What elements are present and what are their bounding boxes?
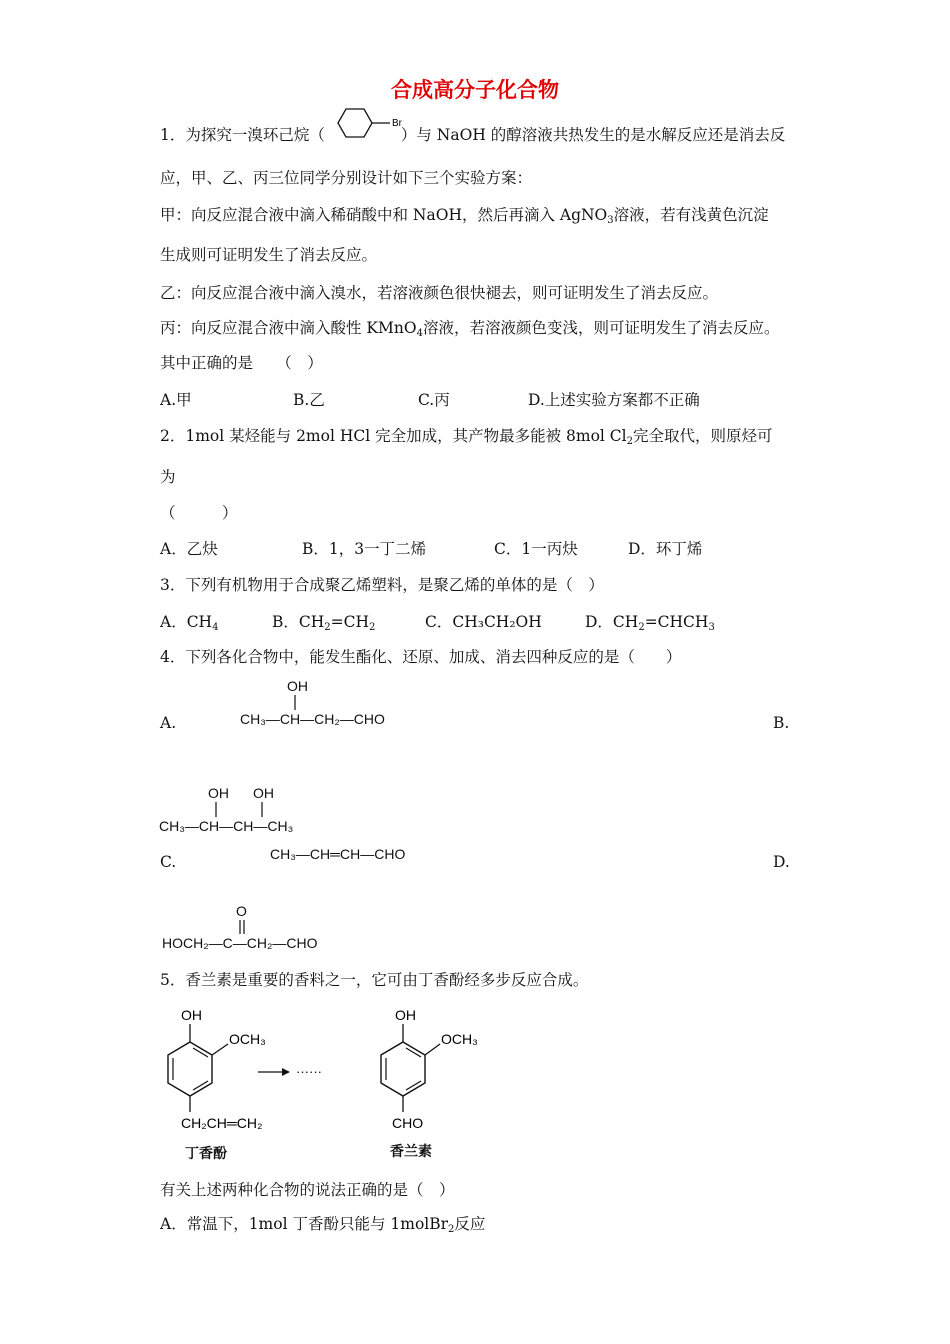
q1-option-d: D.上述实验方案都不正确 <box>528 391 700 409</box>
q2-line2: 为 <box>160 468 176 486</box>
q1-ask: 其中正确的是 （ ） <box>160 354 323 372</box>
q4-label-a: A. <box>160 714 177 732</box>
q4b-oh-bonds <box>210 802 270 818</box>
reaction-arrow <box>258 1064 322 1079</box>
vanillin-structure <box>381 1007 478 1131</box>
q4-label-c: C. <box>160 853 177 871</box>
eugenol-och3-label: OCH₃ <box>229 1031 266 1047</box>
q4-line1: 4．下列各化合物中，能发生酯化、还原、加成、消去四种反应的是（ ） <box>160 648 682 666</box>
q1-line1-a: 1．为探究一溴环己烷（ <box>160 126 325 144</box>
page-title: 合成高分子化合物 <box>391 78 559 102</box>
q2-option-b: B．1，3一丁二烯 <box>302 540 427 558</box>
q1-line1-b: ）与 NaOH 的醇溶液共热发生的是水解反应还是消去反 <box>400 126 786 144</box>
q4a-oh: OH <box>287 678 308 694</box>
q2-option-a: A．乙炔 <box>160 540 218 558</box>
q3-option-c: C．CH₃CH₂OH <box>425 613 542 631</box>
q5-line1: 5．香兰素是重要的香料之一，它可由丁香酚经多步反应合成。 <box>160 971 589 989</box>
reaction-dots: ······ <box>296 1064 322 1079</box>
q3-option-a: A．$CH_4$ <box>160 613 219 633</box>
q2-paren: （ ） <box>160 504 238 522</box>
q1-option-a: A.甲 <box>160 391 192 409</box>
q2-line1: 2．1mol 某烃能与 2mol HCl 完全加成，其产物最多能被 8mol $Cl_2$完全取代，则原烃可 <box>160 427 773 447</box>
q4d-chain: HOCH₂—C—CH₂—CHO <box>162 935 318 951</box>
q1-option-c: C.丙 <box>418 391 450 409</box>
q4a-oh-bond <box>290 695 300 711</box>
eugenol-ring <box>168 1042 212 1096</box>
q5-option-a: A．常温下，1mol 丁香酚只能与 1molBr$_2$反应 <box>160 1215 486 1235</box>
vanillin-ring <box>381 1042 425 1096</box>
q1-line2: 应，甲、乙、丙三位同学分别设计如下三个实验方案： <box>160 169 533 187</box>
br-label: Br <box>392 118 402 129</box>
q1-option-b: B.乙 <box>293 391 325 409</box>
q1-line1 <box>160 120 785 145</box>
q4b-oh1: OH <box>208 785 229 801</box>
q4-label-d: D. <box>773 853 790 871</box>
q4-label-b: B. <box>773 714 790 732</box>
eugenol-oh-label: OH <box>181 1007 202 1023</box>
q3-line1: 3．下列有机物用于合成聚乙烯塑料，是聚乙烯的单体的是（ ） <box>160 576 604 594</box>
bromocyclohexane-structure <box>330 103 410 143</box>
q1-jia-line2: 生成则可证明发生了消去反应。 <box>160 246 378 264</box>
vanillin-oh-label: OH <box>395 1007 416 1023</box>
q4a-chain: CH₃—CH—CH₂—CHO <box>240 711 385 727</box>
q1-bing-line: 丙：向反应混合液中滴入酸性 KMnO$_4$溶液，若溶液颜色变浅，则可证明发生了消去反应。 <box>160 319 780 339</box>
vanillin-och3-label: OCH₃ <box>441 1031 478 1047</box>
eugenol-name: 丁香酚 <box>185 1146 227 1162</box>
eugenol-substituent-label: CH₂CH═CH₂ <box>181 1115 263 1131</box>
q1-jia-line1: 甲：向反应混合液中滴入稀硝酸中和 NaOH，然后再滴入 AgNO$_3$溶液，若有浅黄色沉淀 <box>160 206 769 226</box>
vanillin-substituent-label: CHO <box>392 1115 424 1131</box>
q4b-chain: CH₃—CH—CH—CH₃ <box>159 818 294 834</box>
q4c-chain: CH₃—CH═CH—CHO <box>270 846 406 862</box>
vanillin-name: 香兰素 <box>390 1144 432 1160</box>
q2-option-c: C．1一丙炔 <box>494 540 578 558</box>
q2-option-d: D．环丁烯 <box>628 540 703 558</box>
q4d-o: O <box>236 903 247 919</box>
q4b-oh2: OH <box>253 785 274 801</box>
q3-option-b: B．$CH_2=CH_2$ <box>272 613 376 633</box>
eugenol-structure <box>168 1007 266 1131</box>
cyclohexane-ring <box>338 109 372 137</box>
q5-ask: 有关上述两种化合物的说法正确的是（ ） <box>160 1181 455 1199</box>
q4d-carbonyl-bond <box>236 920 250 936</box>
q3-option-d: D．$CH_2=CHCH_3$ <box>585 613 715 633</box>
q1-yi-line: 乙：向反应混合液中滴入溴水，若溶液颜色很快褪去，则可证明发生了消去反应。 <box>160 284 719 302</box>
